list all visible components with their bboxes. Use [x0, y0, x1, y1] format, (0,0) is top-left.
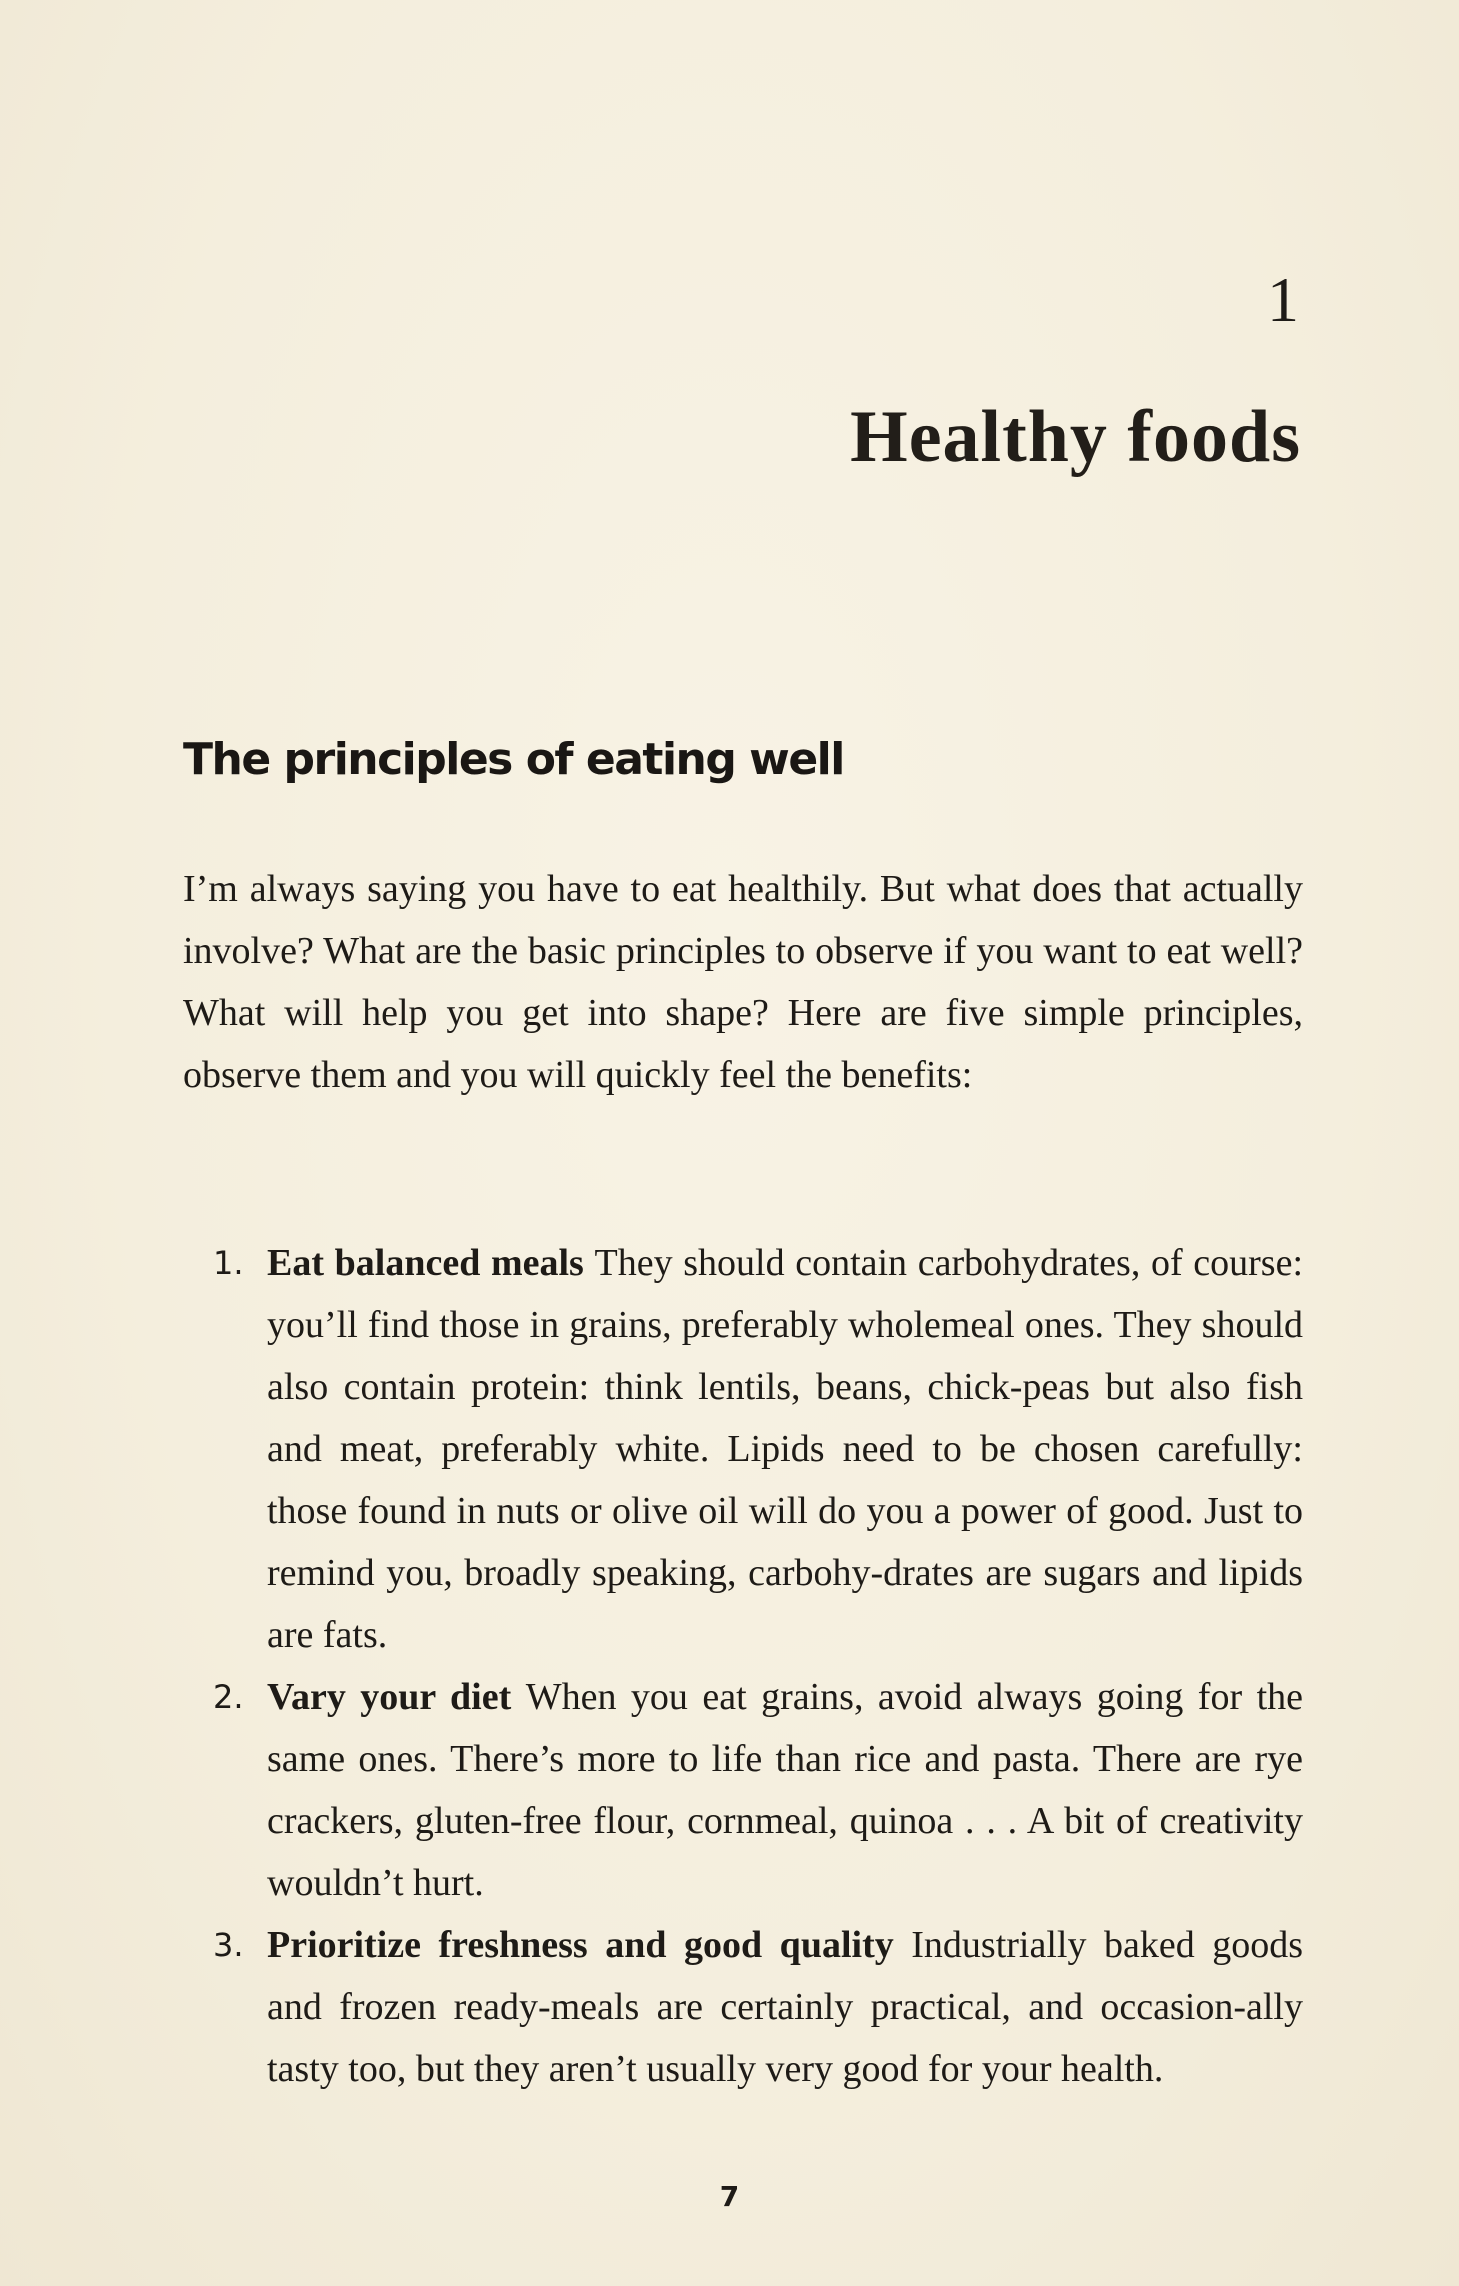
principle-text: When you eat grains, avoid always going for the same ones. There’s more to life than rice and pasta. There are rye crackers, gluten-free flour, cornmeal, quinoa . . . A bit of creativity wouldn’t hurt.	[267, 1676, 1303, 1904]
principle-item	[183, 1232, 1303, 1666]
principle-title: Eat balanced meals	[267, 1242, 595, 1284]
principle-item	[183, 1914, 1303, 2100]
principle-text: Industrially baked goods and frozen ready-meals are certainly practical, and occasion-ally tasty too, but they aren’t usually very good for your health.	[267, 1924, 1304, 2090]
intro-paragraph: I’m always saying you have to eat healthily. But what does that actually involve? What are the basic principles to observe if you want to eat well? What will help you get into shape? Here are five simple principles, observe them and you will quickly feel the benefits:	[183, 868, 1303, 1096]
chapter-number: 1	[1267, 264, 1299, 335]
page-number: 7	[719, 2180, 740, 2213]
chapter-title: Healthy foods	[850, 396, 1301, 478]
principle-title: Vary your diet	[267, 1676, 526, 1718]
principle-number: 1.	[213, 1244, 244, 1282]
principles-list	[183, 1232, 1303, 2100]
principle-text: They should contain carbohydrates, of course: you’ll find those in grains, preferably wholemeal ones. They should also contain protein: think lentils, beans, chick-peas but also fish and meat, preferably white. Lipids need to be chosen carefully: those found in nuts or olive oil will do you a power of good. Just to remind you, broadly speaking, carbohy-drates are sugars and lipids are fats.	[267, 1242, 1303, 1656]
section-heading: The principles of eating well	[183, 734, 844, 785]
principle-number: 3.	[213, 1926, 244, 1964]
principle-title: Prioritize freshness and good quality	[267, 1924, 912, 1966]
principle-item	[183, 1666, 1303, 1914]
principle-number: 2.	[213, 1678, 244, 1716]
